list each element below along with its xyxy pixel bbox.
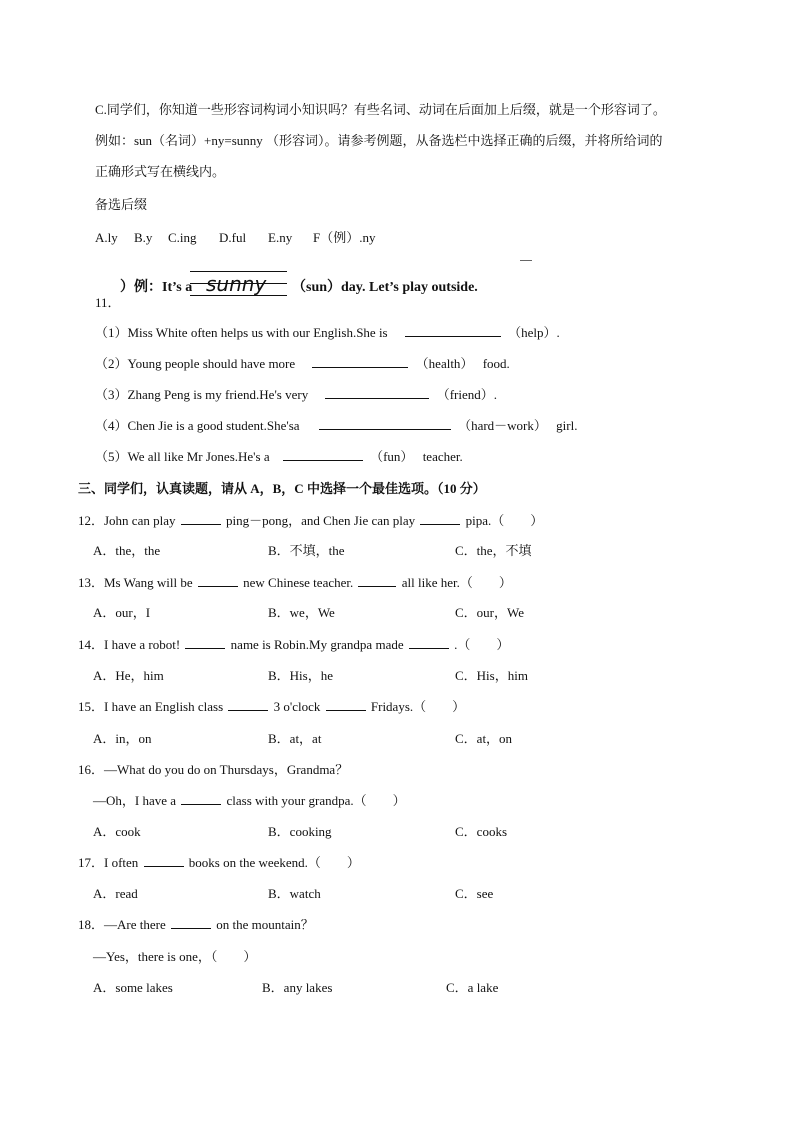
section-c-instruction-line3: 正确形式写在横线内。 (95, 164, 226, 179)
section-c-instruction-line1: C.同学们，你知道一些形容词构词小知识吗？有些名词、动词在后面加上后缀，就是一个形容词了。 (95, 102, 666, 117)
q17-part1: 17．I often (78, 855, 139, 870)
section-3-heading: 三、同学们，认真读题，请从 A，B，C 中选择一个最佳选项。（10 分） (78, 481, 486, 496)
suffix-option-b: B.y (134, 230, 153, 245)
section-c-instruction-line2: 例如：sun（名词）+ny=sunny （形容词）。请参考例题，从备选栏中选择正确的后缀，并将所给词的 (95, 133, 663, 148)
question-12-stem (78, 512, 543, 530)
item-4-answer-blank[interactable] (319, 417, 451, 430)
q16-option-a[interactable]: A．cook (93, 824, 141, 839)
q14-blank2[interactable] (409, 636, 449, 649)
q15-part3: Fridays.（ ） (370, 699, 466, 714)
item-2-answer-blank[interactable] (312, 355, 408, 368)
item-5-post: teacher. (422, 449, 463, 464)
question-15-stem (78, 698, 465, 716)
example-suffix: （sun）day. Let’s play outside. (292, 280, 478, 295)
item-1-text: （1）Miss White often helps us with our English.She is (95, 325, 388, 340)
item-1-hint: （help）. (508, 325, 560, 340)
q18-part2: on the mountain？ (216, 917, 314, 932)
q12-part1: 12．John can play (78, 513, 176, 528)
item-4 (95, 417, 577, 435)
q13-part1: 13．Ms Wang will be (78, 575, 193, 590)
q17-blank1[interactable] (144, 854, 184, 867)
q13-part2: new Chinese teacher. (243, 575, 354, 590)
q17-option-a[interactable]: A．read (93, 886, 138, 901)
q13-option-c[interactable]: C．our，We (455, 605, 524, 620)
q17-part2: books on the weekend.（ ） (188, 855, 360, 870)
question-16-stem2 (93, 792, 406, 810)
q14-part3: .（ ） (454, 637, 510, 652)
item-3-text: （3）Zhang Peng is my friend.He's very (95, 387, 309, 402)
q12-part3: pipa.（ ） (465, 513, 544, 528)
q16-blank1[interactable] (181, 792, 221, 805)
q12-blank1[interactable] (181, 512, 221, 525)
q12-blank2[interactable] (420, 512, 460, 525)
candidates-label: 备选后缀 (95, 197, 148, 212)
q15-blank1[interactable] (228, 698, 268, 711)
item-5-hint: （fun） (370, 449, 414, 464)
q15-option-a[interactable]: A．in，on (93, 731, 152, 746)
q15-option-c[interactable]: C．at，on (455, 731, 513, 746)
q18-option-c[interactable]: C．a lake (446, 980, 499, 995)
q15-part1: 15．I have an English class (78, 699, 224, 714)
item-5-text: （5）We all like Mr Jones.He's a (95, 449, 270, 464)
example-prefix: ）例：It’s a (120, 280, 193, 295)
item-1-answer-blank[interactable] (405, 324, 501, 337)
q12-option-b[interactable]: B．不填，the (268, 543, 345, 558)
q18-option-a[interactable]: A．some lakes (93, 980, 173, 995)
q18-option-b[interactable]: B．any lakes (262, 980, 333, 995)
q14-option-c[interactable]: C．His，him (455, 668, 528, 683)
q18-line2-part1: —Yes，there is one，（ ） (93, 949, 257, 964)
suffix-option-d: D.ful (219, 230, 247, 245)
q16-part1: 16．—What do you do on Thursdays，Grandma？ (78, 762, 349, 777)
item-5 (95, 448, 463, 466)
q13-option-b[interactable]: B．we，We (268, 605, 335, 620)
item-4-hint: （hard－work） (458, 418, 547, 433)
example-answer: sunny (206, 272, 267, 296)
question-11-number: 11． (95, 295, 121, 310)
q12-part2: ping－pong，and Chen Jie can play (225, 513, 416, 528)
q17-option-c[interactable]: C．see (455, 886, 494, 901)
q14-part2: name is Robin.My grandpa made (230, 637, 404, 652)
item-5-answer-blank[interactable] (283, 448, 363, 461)
example-line (120, 263, 500, 303)
q12-option-a[interactable]: A．the，the (93, 543, 161, 558)
suffix-option-a: A.ly (95, 230, 118, 245)
suffix-option-e: E.ny (268, 230, 293, 245)
q16-option-b[interactable]: B．cooking (268, 824, 332, 839)
q16-line2-part2: class with your grandpa.（ ） (226, 793, 406, 808)
question-13-stem (78, 574, 512, 592)
q18-part1: 18．—Are there (78, 917, 166, 932)
item-3 (95, 386, 497, 404)
q14-blank1[interactable] (185, 636, 225, 649)
q12-option-c[interactable]: C．the，不填 (455, 543, 532, 558)
question-17-stem (78, 854, 360, 872)
q14-part1: 14．I have a robot! (78, 637, 181, 652)
item-3-answer-blank[interactable] (325, 386, 429, 399)
item-1 (95, 324, 560, 342)
item-2-text: （2）Young people should have more (95, 356, 296, 371)
question-14-stem (78, 636, 509, 654)
item-4-post: girl. (556, 418, 578, 433)
question-18-stem (78, 916, 314, 934)
suffix-option-c: C.ing (168, 230, 197, 245)
q13-option-a[interactable]: A．our，I (93, 605, 151, 620)
q14-option-b[interactable]: B．His，he (268, 668, 334, 683)
item-2 (95, 355, 510, 373)
item-3-hint: （friend）. (436, 387, 497, 402)
q18-blank1[interactable] (171, 916, 211, 929)
scan-mark (520, 260, 532, 261)
q13-blank1[interactable] (198, 574, 238, 587)
question-16-stem (78, 761, 348, 779)
q15-part2: 3 o'clock (273, 699, 321, 714)
suffix-option-f: F（例）.ny (313, 230, 376, 245)
item-2-post: food. (482, 356, 510, 371)
question-18-stem2 (93, 948, 256, 966)
q17-option-b[interactable]: B．watch (268, 886, 321, 901)
item-2-hint: （health） (415, 356, 474, 371)
q13-blank2[interactable] (358, 574, 396, 587)
q16-option-c[interactable]: C．cooks (455, 824, 508, 839)
item-4-text: （4）Chen Jie is a good student.She'sa (95, 418, 300, 433)
q15-blank2[interactable] (326, 698, 366, 711)
q16-line2-part1: —Oh，I have a (93, 793, 177, 808)
q15-option-b[interactable]: B．at，at (268, 731, 322, 746)
q13-part3: all like her.（ ） (401, 575, 512, 590)
q14-option-a[interactable]: A．He，him (93, 668, 164, 683)
